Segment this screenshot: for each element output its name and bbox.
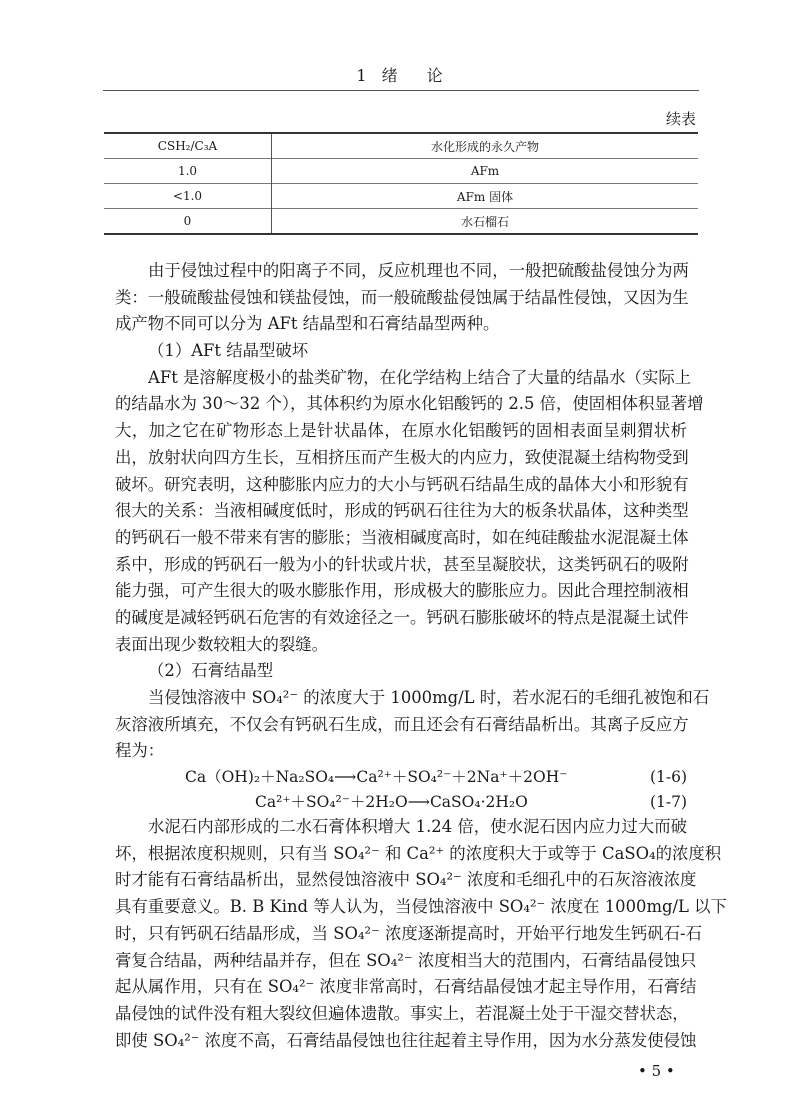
paragraph-line: 坏，根据浓度积规则，只有当 SO₄²⁻ 和 Ca²⁺ 的浓度积大于或等于 CaSO₄的浓度积 — [115, 843, 722, 863]
paragraph-line: 起从属作用，只有在 SO₄²⁻ 浓度非常高时，石膏结晶侵蚀才起主导作用，石膏结 — [115, 977, 697, 997]
table-row — [104, 159, 698, 184]
section-heading-gypsum: （2）石膏结晶型 — [148, 661, 274, 681]
equation-formula: Ca（OH)₂＋Na₂SO₄⟶Ca²⁺＋SO₄²⁻＋2Na⁺＋2OH⁻ — [185, 768, 568, 787]
table-cell: 0 — [104, 209, 272, 235]
paragraph-line: 晶侵蚀的试件没有粗大裂纹但遍体遗散。事实上，若混凝土处于干湿交替状态， — [115, 1003, 689, 1023]
table-cell: 1.0 — [104, 159, 272, 184]
equation-number: (1-6) — [649, 768, 687, 787]
paragraph-line: 大，加之它在矿物形态上是针状晶体，在原水化铝酸钙的固相表面呈刺猬状析 — [115, 421, 687, 441]
chapter-number: 1 — [356, 66, 368, 85]
paragraph-line: 由于侵蚀过程中的阳离子不同，反应机理也不同，一般把硫酸盐侵蚀分为两 — [148, 261, 689, 280]
column-header: 水化形成的永久产物 — [272, 133, 699, 159]
body-text — [115, 258, 727, 1054]
paragraph-line: 成产物不同可以分为 AFt 结晶型和石膏结晶型两种。 — [115, 314, 500, 334]
table-row — [104, 209, 698, 235]
paragraph-line: 出，放射状向四方生长，互相挤压而产生极大的内应力，致使混凝土结构物受到 — [115, 447, 689, 467]
table-header-row — [104, 133, 698, 159]
running-head — [0, 63, 800, 86]
paragraph-line: 当侵蚀溶液中 SO₄²⁻ 的浓度大于 1000mg/L 时，若水泥石的毛细孔被饱和石 — [148, 688, 710, 707]
paragraph-line: 的钙矾石一般不带来有害的膨胀；当液相碱度高时，如在纯硅酸盐水泥混凝土体 — [115, 527, 689, 547]
paragraph-line: 时，只有钙矾石结晶形成，当 SO₄²⁻ 浓度逐渐提高时，开始平行地发生钙矾石-石 — [115, 923, 702, 943]
paragraph-line: 具有重要意义。B. B Kind 等人认为，当侵蚀溶液中 SO₄²⁻ 浓度在 1000mg/L 以下 — [115, 897, 727, 917]
equation — [115, 790, 687, 815]
table-cell: AFm — [272, 159, 699, 184]
table-cell: 水石榴石 — [272, 209, 699, 235]
header-rule — [103, 90, 699, 91]
table-cell: <1.0 — [104, 184, 272, 209]
paragraph-line: 的碱度是减轻钙矾石危害的有效途径之一。钙矾石膨胀破坏的特点是混凝土试件 — [115, 607, 689, 627]
paragraph-line: 表面出现少数较粗大的裂缝。 — [115, 634, 329, 654]
section-heading-aft: （1）AFt 结晶型破坏 — [148, 341, 309, 361]
equation — [115, 765, 687, 790]
table-continued-label: 续表 — [665, 110, 696, 128]
table-row — [104, 184, 698, 209]
paragraph-line: 类：一般硫酸盐侵蚀和镁盐侵蚀，而一般硫酸盐侵蚀属于结晶性侵蚀，又因为生 — [115, 287, 689, 307]
paragraph-line: 很大的关系：当液相碱度低时，形成的钙矾石往往为大的板条状晶体，这种类型 — [115, 501, 689, 521]
chapter-title-1: 绪 — [381, 66, 399, 85]
paragraph-line: 系中，形成的钙矾石一般为小的针状或片状，甚至呈凝胶状，这类钙矾石的吸附 — [115, 554, 689, 574]
paragraph-line: 能力强，可产生很大的吸水膨胀作用，形成极大的膨胀应力。因此合理控制液相 — [115, 581, 689, 601]
paragraph-line: 破坏。研究表明，这种膨胀内应力的大小与钙矾石结晶生成的晶体大小和形貌有 — [115, 474, 689, 494]
chapter-title-2: 论 — [426, 66, 444, 85]
paragraph-line: 灰溶液所填充，不仅会有钙矾石生成，而且还会有石膏结晶析出。其离子反应方 — [115, 714, 689, 734]
paragraph-line: 膏复合结晶，两种结晶并存，但在 SO₄²⁻ 浓度相当大的范围内，石膏结晶侵蚀只 — [115, 950, 697, 970]
data-table — [104, 132, 698, 235]
page-number: • 5 • — [638, 1062, 675, 1080]
paragraph-line: 即使 SO₄²⁻ 浓度不高，石膏结晶侵蚀也往往起着主导作用，因为水分蒸发使侵蚀 — [115, 1030, 697, 1050]
paragraph-line: 程为： — [115, 741, 165, 761]
paragraph-line: 的结晶水为 30～32 个），其体积约为原水化铝酸钙的 2.5 倍，使固相体积显著增 — [115, 394, 704, 414]
paragraph-line: AFt 是溶解度极小的盐类矿物，在化学结构上结合了大量的结晶水（实际上 — [148, 367, 692, 387]
paragraph-line: 水泥石内部形成的二水石膏体积增大 1.24 倍，使水泥石因内应力过大而破 — [148, 817, 687, 837]
table-cell: AFm 固体 — [272, 184, 699, 209]
paragraph-line: 时才能有石膏结晶析出，显然侵蚀溶液中 SO₄²⁻ 浓度和毛细孔中的石灰溶液浓度 — [115, 870, 697, 890]
column-header: CSH₂/C₃A — [104, 133, 272, 159]
equation-number: (1-7) — [649, 792, 687, 811]
equation-formula: Ca²⁺＋SO₄²⁻＋2H₂O⟶CaSO₄·2H₂O — [255, 792, 528, 811]
